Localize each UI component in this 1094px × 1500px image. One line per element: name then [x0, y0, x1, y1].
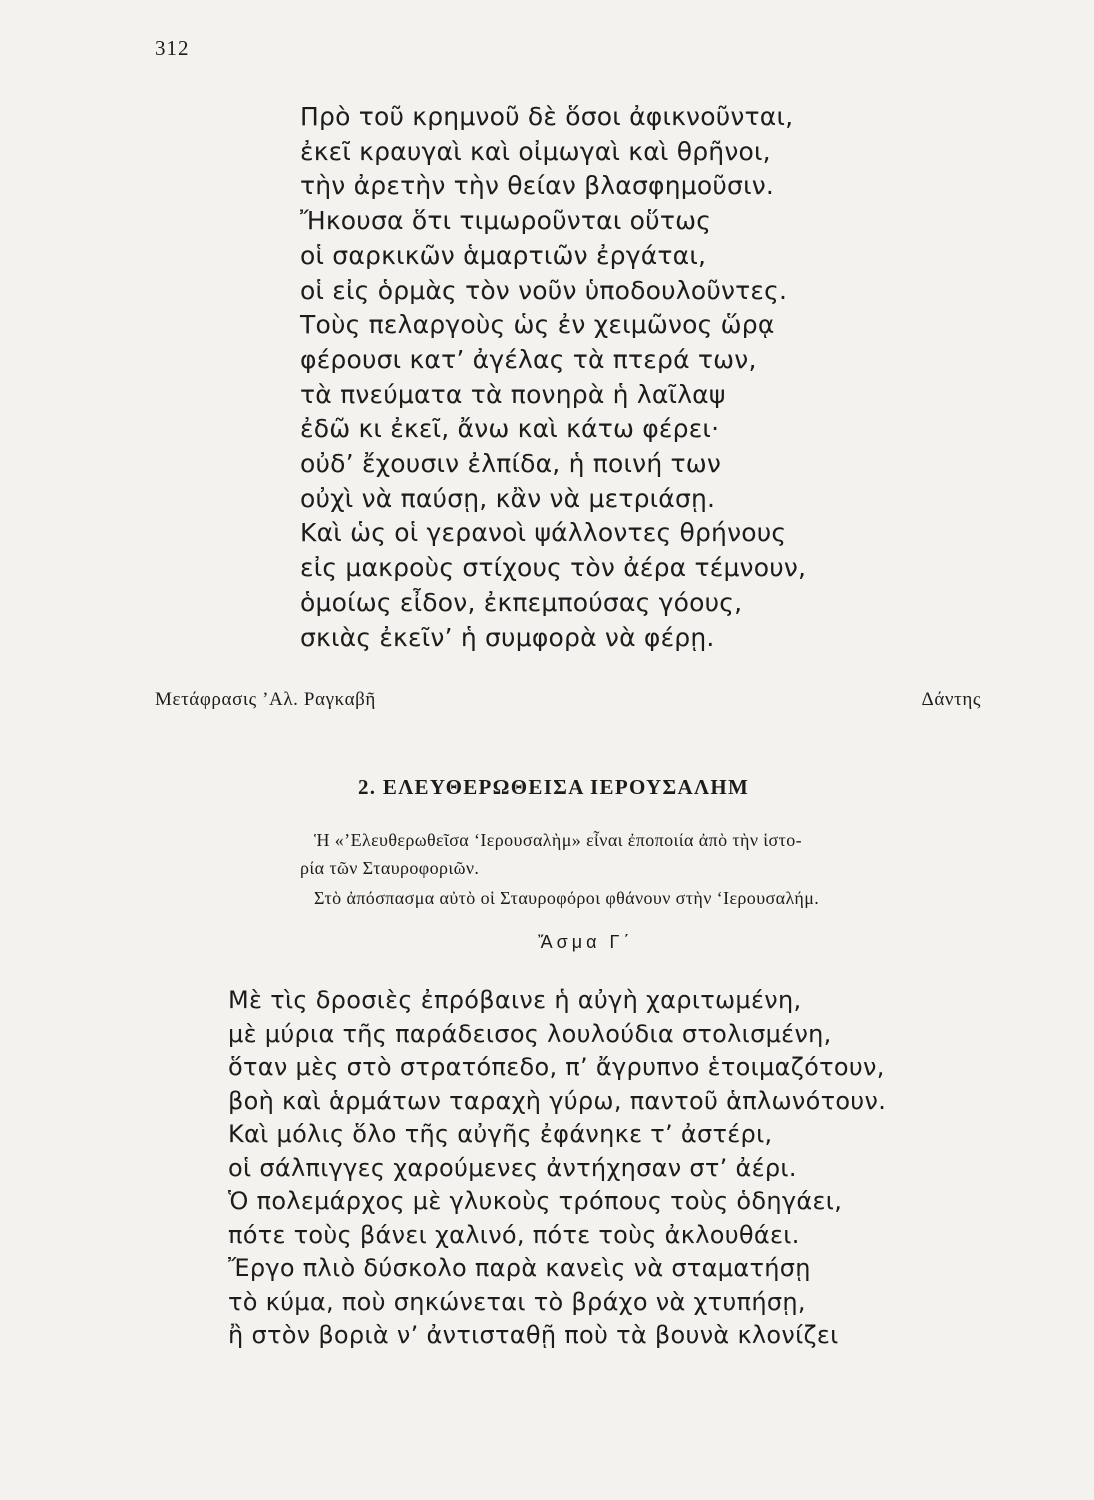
poem-line: μὲ μύρια τῆς παράδεισος λουλούδια στολισμένη,	[228, 1019, 832, 1048]
poem-line: ἢ στὸν βοριὰ ν’ ἀντισταθῇ ποὺ τὰ βουνὰ κλονίζει	[228, 1321, 839, 1349]
section-title: 2. ΕΛΕΥΘΕΡΩΘΕΙΣΑ ΙΕΡΟΥΣΑΛΗΜ	[358, 775, 750, 799]
poem-line: Μὲ τὶς δροσιὲς ἐπρόβαινε ἡ αὐγὴ χαριτωμένη,	[228, 986, 802, 1014]
poem-line: οἱ εἰς ὁρμὰς τὸν νοῦν ὑποδουλοῦντες.	[300, 275, 788, 305]
intro-paragraph-2	[314, 884, 990, 912]
author-credit: Δάντης	[921, 689, 981, 710]
poem-line: Ἤκουσα ὅτι τιμωροῦνται οὕτως	[300, 206, 712, 236]
poem-line: ἐδῶ κι ἐκεῖ, ἄνω καὶ κάτω φέρει·	[300, 414, 720, 444]
poem-line: Ἔργο πλιὸ δύσκολο παρὰ κανεὶς νὰ σταματήσῃ	[228, 1254, 811, 1282]
poem-line: βοὴ καὶ ἁρμάτων ταραχὴ γύρω, παντοῦ ἁπλωνότουν.	[228, 1086, 887, 1115]
poem-line: οὐχὶ νὰ παύσῃ, κἂν νὰ μετριάσῃ.	[300, 483, 716, 513]
poem-line: οὐδ’ ἔχουσιν ἐλπίδα, ἡ ποινή των	[300, 449, 722, 479]
poem-line: Πρὸ τοῦ κρημνοῦ δὲ ὅσοι ἀφικνοῦνται,	[300, 102, 794, 131]
attribution	[155, 689, 981, 711]
poem-line: τὰ πνεύματα τὰ πονηρὰ ἡ λαῖλαψ	[300, 379, 726, 409]
poem-line: Τοὺς πελαργοὺς ὡς ἐν χειμῶνος ὥρᾳ	[300, 310, 775, 340]
poem-line: εἰς μακροὺς στίχους τὸν ἀέρα τέμνουν,	[300, 553, 807, 583]
jerusalem-poem	[228, 984, 886, 1353]
poem-line: σκιὰς ἐκεῖν’ ἡ συμφορὰ νὰ φέρῃ.	[300, 622, 715, 652]
intro-text-continued: ρία τῶν Σταυροφοριῶν.	[300, 858, 480, 878]
intro-text: Ἡ «’Ελευθερωθεῖσα ‘Ιερουσαλὴμ» εἶναι ἐποποιία ἀπὸ τὴν ἱστο-	[314, 830, 803, 850]
poem-line: οἱ σάλπιγγες χαρούμενες ἀντήχησαν στ’ ἀέρι.	[228, 1153, 797, 1182]
intro-paragraph	[300, 826, 990, 882]
poem-line: ὁμοίως εἶδον, ἐκπεμπούσας γόους,	[300, 587, 743, 617]
poem-line: τὸ κύμα, ποὺ σηκώνεται τὸ βράχο νὰ χτυπήσῃ,	[228, 1287, 806, 1316]
poem-line: Ὁ πολεμάρχος μὲ γλυκοὺς τρόπους τοὺς ὁδηγάει,	[228, 1187, 843, 1215]
poem-line: οἱ σαρκικῶν ἁμαρτιῶν ἐργάται,	[300, 240, 707, 270]
poem-line: φέρουσι κατ’ ἀγέλας τὰ πτερά των,	[300, 344, 757, 374]
dante-poem	[300, 100, 806, 655]
poem-line: τὴν ἀρετὴν τὴν θείαν βλασφημοῦσιν.	[300, 171, 775, 201]
poem-line: ἐκεῖ κραυγαὶ καὶ οἰμωγαὶ καὶ θρῆνοι,	[300, 136, 771, 166]
intro-text-2: Στὸ ἀπόσπασμα αὐτὸ οἱ Σταυροφόροι φθάνουν στὴν ‘Ιερουσαλήμ.	[314, 888, 820, 908]
canto-heading: Ἄσμα Γ΄	[538, 932, 634, 952]
poem-line: ὅταν μὲς στὸ στρατόπεδο, π’ ἄγρυπνο ἑτοιμαζότουν,	[228, 1053, 885, 1081]
translator-credit: Μετάφρασις ’Αλ. Ραγκαβῆ	[155, 689, 376, 710]
page-number: 312	[155, 36, 190, 60]
poem-line: πότε τοὺς βάνει χαλινό, πότε τοὺς ἀκλουθάει.	[228, 1220, 800, 1249]
poem-line: Καὶ μόλις ὅλο τῆς αὐγῆς ἐφάνηκε τ’ ἀστέρι,	[228, 1120, 773, 1148]
section-intro	[300, 826, 990, 912]
poem-line: Καὶ ὡς οἱ γερανοὶ ψάλλοντες θρήνους	[300, 518, 787, 548]
